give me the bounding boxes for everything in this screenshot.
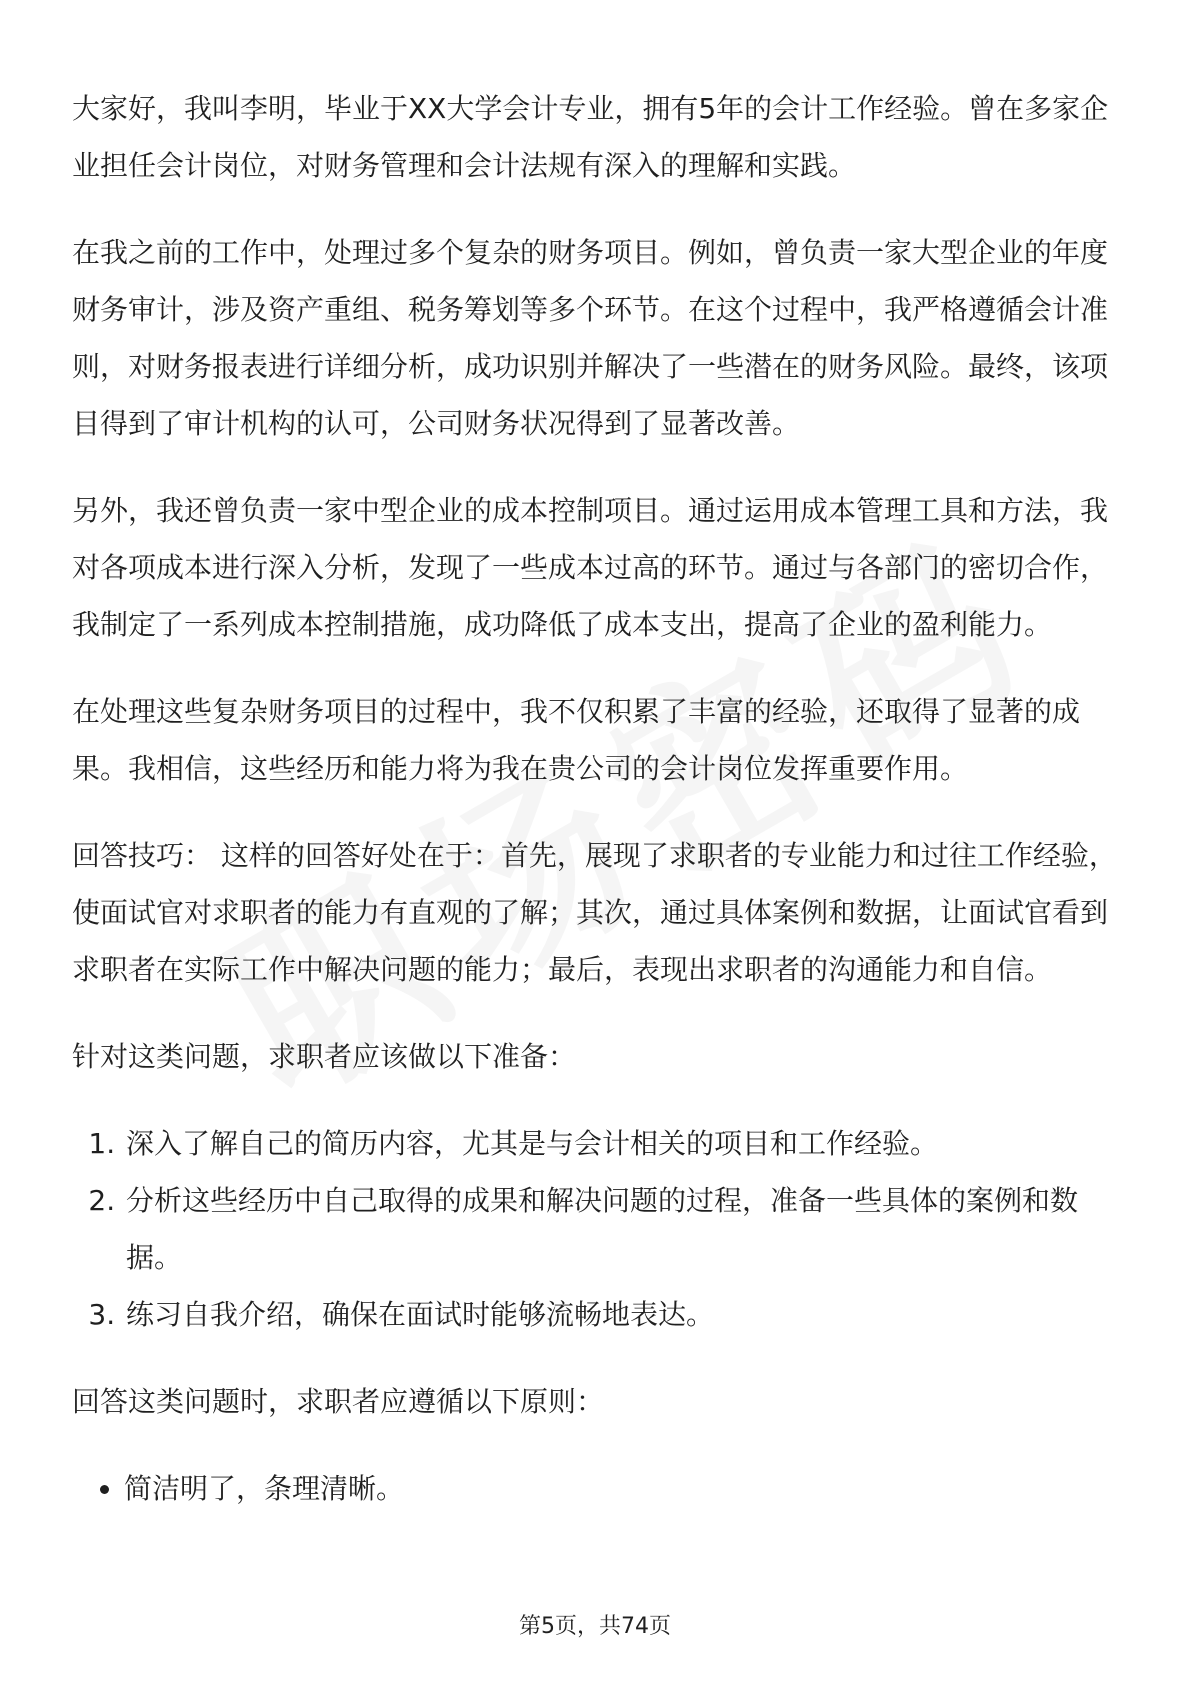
list-item: 2. 分析这些经历中自己取得的成果和解决问题的过程，准备一些具体的案例和数据。 [124, 1172, 1118, 1286]
list-item: • 简洁明了，条理清晰。 [124, 1460, 1118, 1517]
document-body [72, 80, 1118, 1517]
paragraph-summary: 在处理这些复杂财务项目的过程中，我不仅积累了丰富的经验，还取得了显著的成果。我相信，这些经历和能力将为我在贵公司的会计岗位发挥重要作用。 [72, 695, 1081, 785]
preparation-list [72, 1115, 1118, 1343]
principles-list [72, 1460, 1118, 1517]
paragraph-answer-tips: 回答技巧： 这样的回答好处在于：首先，展现了求职者的专业能力和过往工作经验，使面试官对求职者的能力有直观的了解；其次，通过具体案例和数据，让面试官看到求职者在实际工作中解决问题的能力；最后，表现出求职者的沟通能力和自信。 [72, 839, 1117, 986]
paragraph-principles-intro: 回答这类问题时，求职者应遵循以下原则： [72, 1385, 605, 1418]
paragraph-cost-control-project: 另外，我还曾负责一家中型企业的成本控制项目。通过运用成本管理工具和方法，我对各项成本进行深入分析，发现了一些成本过高的环节。通过与各部门的密切合作，我制定了一系列成本控制措施，成功降低了成本支出，提高了企业的盈利能力。 [72, 494, 1109, 641]
paragraph-preparation-intro: 针对这类问题，求职者应该做以下准备： [72, 1040, 577, 1073]
paragraph-audit-project: 在我之前的工作中，处理过多个复杂的财务项目。例如，曾负责一家大型企业的年度财务审计，涉及资产重组、税务筹划等多个环节。在这个过程中，我严格遵循会计准则，对财务报表进行详细分析，成功识别并解决了一些潜在的财务风险。最终，该项目得到了审计机构的认可，公司财务状况得到了显著改善。 [72, 236, 1109, 440]
list-item: 1. 深入了解自己的简历内容，尤其是与会计相关的项目和工作经验。 [124, 1115, 1118, 1172]
paragraph-intro: 大家好，我叫李明，毕业于XX大学会计专业，拥有5年的会计工作经验。曾在多家企业担任会计岗位，对财务管理和会计法规有深入的理解和实践。 [72, 92, 1109, 182]
list-item: 3. 练习自我介绍，确保在面试时能够流畅地表达。 [124, 1286, 1118, 1343]
page-footer: 第5页，共74页 [519, 1614, 671, 1639]
